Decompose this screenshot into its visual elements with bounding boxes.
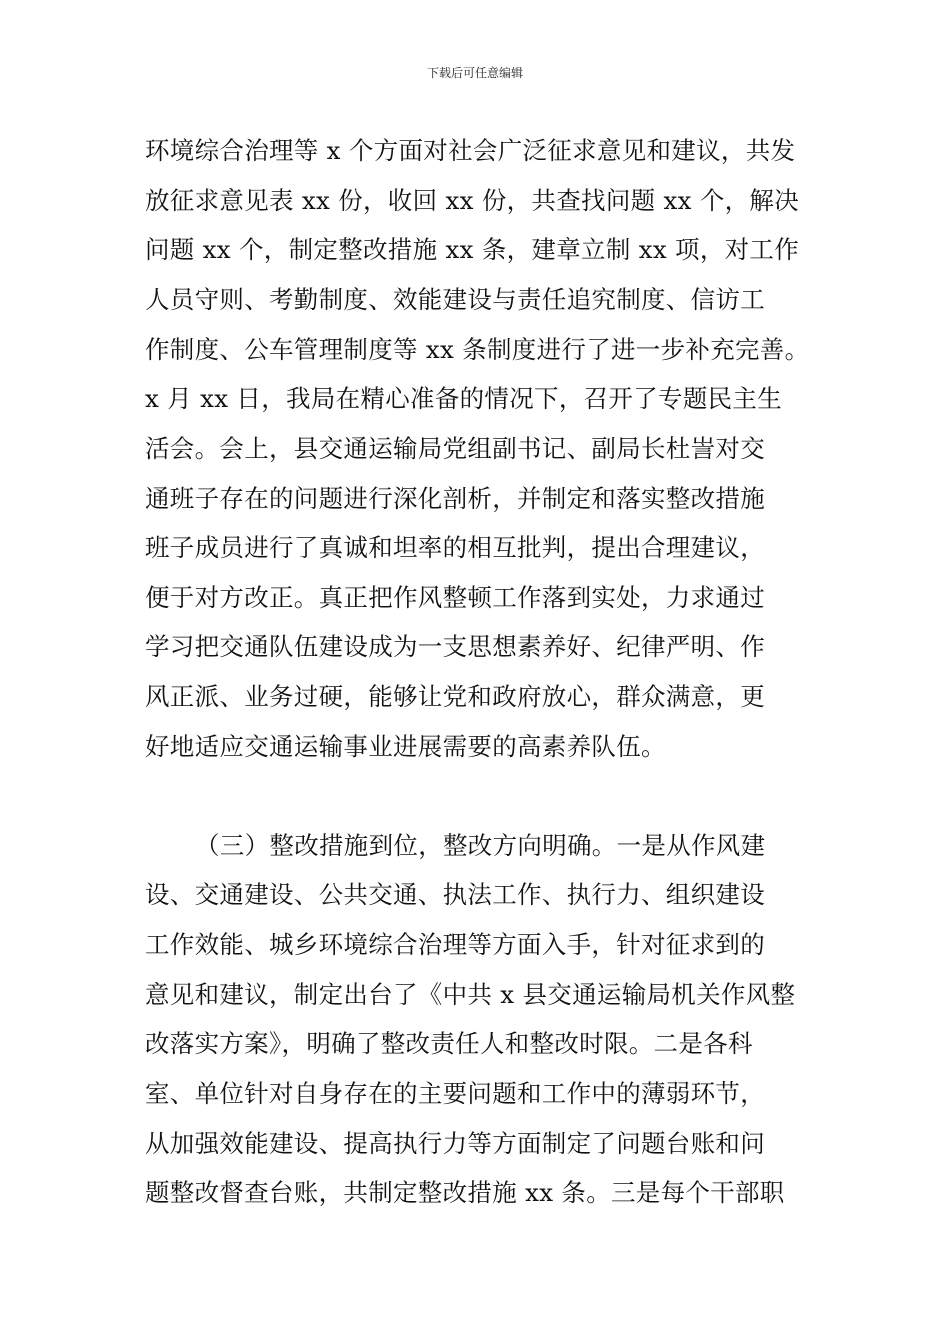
page-header: 下载后可任意编辑 (426, 66, 523, 80)
text-line: 从加强效能建设、提高执行力等方面制定了问题台账和问 (145, 1129, 765, 1158)
text-line: 风正派、业务过硬，能够让党和政府放心，群众满意，更 (145, 682, 765, 711)
text-line: 环境综合治理等 x 个方面对社会广泛征求意见和建议，共发 (145, 136, 796, 165)
text-line: 问题 xx 个，制定整改措施 xx 条，建章立制 xx 项，对工作 (145, 235, 800, 264)
text-line: x 月 xx 日，我局在精心准备的情况下，召开了专题民主生 (145, 384, 783, 413)
text-line: 通班子存在的问题进行深化剖析，并制定和落实整改措施 (145, 484, 765, 513)
text-line: 工作效能、城乡环境综合治理等方面入手，针对征求到的 (145, 930, 765, 959)
text-line: 好地适应交通运输事业进展需要的高素养队伍。 (145, 732, 666, 761)
text-line: 作制度、公车管理制度等 xx 条制度进行了进一步补充完善。 (145, 335, 810, 364)
text-line: 班子成员进行了真诚和坦率的相互批判，提出合理建议， (145, 533, 765, 562)
text-line: 设、交通建设、公共交通、执法工作、执行力、组织建设 (145, 880, 765, 909)
text-line: 题整改督查台账，共制定整改措施 xx 条。三是每个干部职 (145, 1178, 785, 1207)
text-line: 学习把交通队伍建设成为一支思想素养好、纪律严明、作 (145, 632, 765, 661)
text-line: 人员守则、考勤制度、效能建设与责任追究制度、信访工 (145, 285, 765, 314)
text-line: 放征求意见表 xx 份，收回 xx 份，共查找问题 xx 个，解决 (145, 186, 800, 215)
text-line: 改落实方案》，明确了整改责任人和整改时限。二是各科 (145, 1029, 753, 1058)
text-line: 活会。会上，县交通运输局党组副书记、副局长杜訔对交 (145, 434, 765, 463)
text-line: 室、单位针对自身存在的主要问题和工作中的薄弱环节， (145, 1079, 765, 1108)
text-line: 便于对方改正。真正把作风整顿工作落到实处，力求通过 (145, 583, 765, 612)
text-line: （三）整改措施到位，整改方向明确。一是从作风建 (195, 831, 766, 860)
text-line: 意见和建议，制定出台了《中共 x 县交通运输局机关作风整 (145, 980, 796, 1009)
